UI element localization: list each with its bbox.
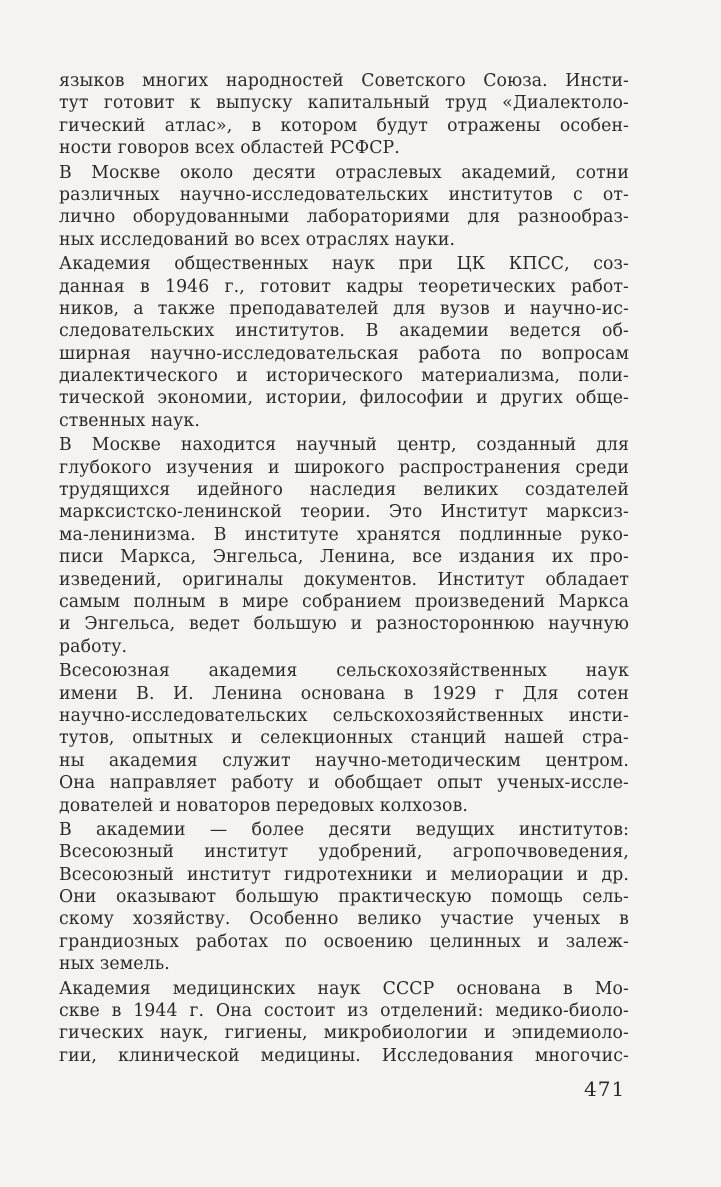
text-line: Академия медицинских наук СССР основана в Мо-: [59, 978, 629, 999]
text-line: ширная научно-исследовательская работа по вопросам: [59, 343, 629, 364]
text-line: научно-исследовательских сельскохозяйственных инсти-: [59, 705, 629, 726]
text-line: гический атлас», в котором будут отражены особен-: [59, 115, 629, 136]
paragraph-4: [59, 434, 629, 658]
text-line: диалектического и исторического материализма, поли-: [59, 366, 629, 387]
text-line: В Москве находится научный центр, созданный для: [59, 435, 629, 456]
paragraph-2: [59, 162, 629, 252]
text-line: трудящихся идейного наследия великих создателей: [59, 480, 629, 501]
paragraph-1: [59, 70, 629, 160]
text-line: скому хозяйству. Особенно велико участие ученых в: [59, 909, 629, 930]
text-line: и Энгельса, ведет большую и разностороннюю научную: [59, 614, 629, 635]
text-line: тической экономии, истории, философии и других обще-: [59, 388, 629, 409]
text-line: ственных наук.: [59, 410, 200, 431]
text-line: имени В. И. Ленина основана в 1929 г Для сотен: [59, 683, 629, 704]
paragraph-6: [59, 819, 629, 976]
text-line: изведений, оригиналы документов. Институт обладает: [59, 569, 629, 590]
paragraph-7: [59, 978, 629, 1068]
text-line: скве в 1944 г. Она состоит из отделений: медико-биоло-: [59, 1001, 629, 1022]
text-line: языков многих народностей Советского Союза. Инсти-: [59, 71, 629, 91]
text-line: Всесоюзный институт удобрений, агропочвоведения,: [59, 842, 629, 863]
text-line: дователей и новаторов передовых колхозов.: [59, 795, 468, 816]
text-line: Академия общественных наук при ЦК КПСС, соз-: [59, 254, 629, 275]
text-line: гических наук, гигиены, микробиологии и эпидемиоло-: [59, 1023, 629, 1044]
text-line: марксистско-ленинской теории. Это Институт марксиз-: [59, 502, 629, 523]
text-line: ных исследований во всех отраслях науки.: [59, 229, 456, 250]
text-line: тут готовит к выпуску капитальный труд «Диалектоло-: [59, 93, 629, 114]
text-line: глубокого изучения и широкого распространения среди: [59, 457, 629, 478]
paragraph-5: [59, 660, 629, 817]
text-line: писи Маркса, Энгельса, Ленина, все издания их про-: [59, 547, 629, 568]
text-line: гии, клинической медицины. Исследования многочис-: [59, 1045, 629, 1066]
text-line: самым полным в мире собранием произведений Маркса: [59, 591, 629, 612]
text-line: работу.: [59, 636, 128, 657]
text-line: грандиозных работах по освоению целинных и залеж-: [59, 931, 629, 952]
text-line: Всесоюзный институт гидротехники и мелиорации и др.: [59, 864, 629, 885]
text-line: ников, а также преподавателей для вузов и научно-ис-: [59, 298, 629, 319]
page-number: 471: [584, 1077, 626, 1101]
text-line: различных научно-исследовательских институтов с от-: [59, 184, 629, 205]
paragraph-3: [59, 253, 629, 432]
text-line: В Москве около десяти отраслевых академий, сотни: [59, 162, 629, 183]
text-line: ных земель.: [59, 954, 170, 975]
text-line: В академии — более десяти ведущих институтов:: [59, 819, 629, 840]
text-line: Всесоюзная академия сельскохозяйственных наук: [59, 661, 629, 682]
text-line: следовательских институтов. В академии ведется об-: [59, 321, 629, 342]
text-line: Они оказывают большую практическую помощь сель-: [59, 887, 629, 908]
text-line: лично оборудованными лабораториями для разнообраз-: [59, 207, 629, 228]
text-line: данная в 1946 г., готовит кадры теоретических работ-: [59, 276, 629, 297]
text-line: Она направляет работу и обобщает опыт ученых-иссле-: [59, 773, 629, 794]
text-line: ности говоров всех областей РСФСР.: [59, 138, 400, 159]
text-line: ны академия служит научно-методическим центром.: [59, 750, 629, 771]
text-line: ма-ленинизма. В институте хранятся подлинные руко-: [59, 524, 629, 545]
body-text: [59, 70, 629, 1069]
text-line: тутов, опытных и селекционных станций нашей стра-: [59, 728, 629, 749]
